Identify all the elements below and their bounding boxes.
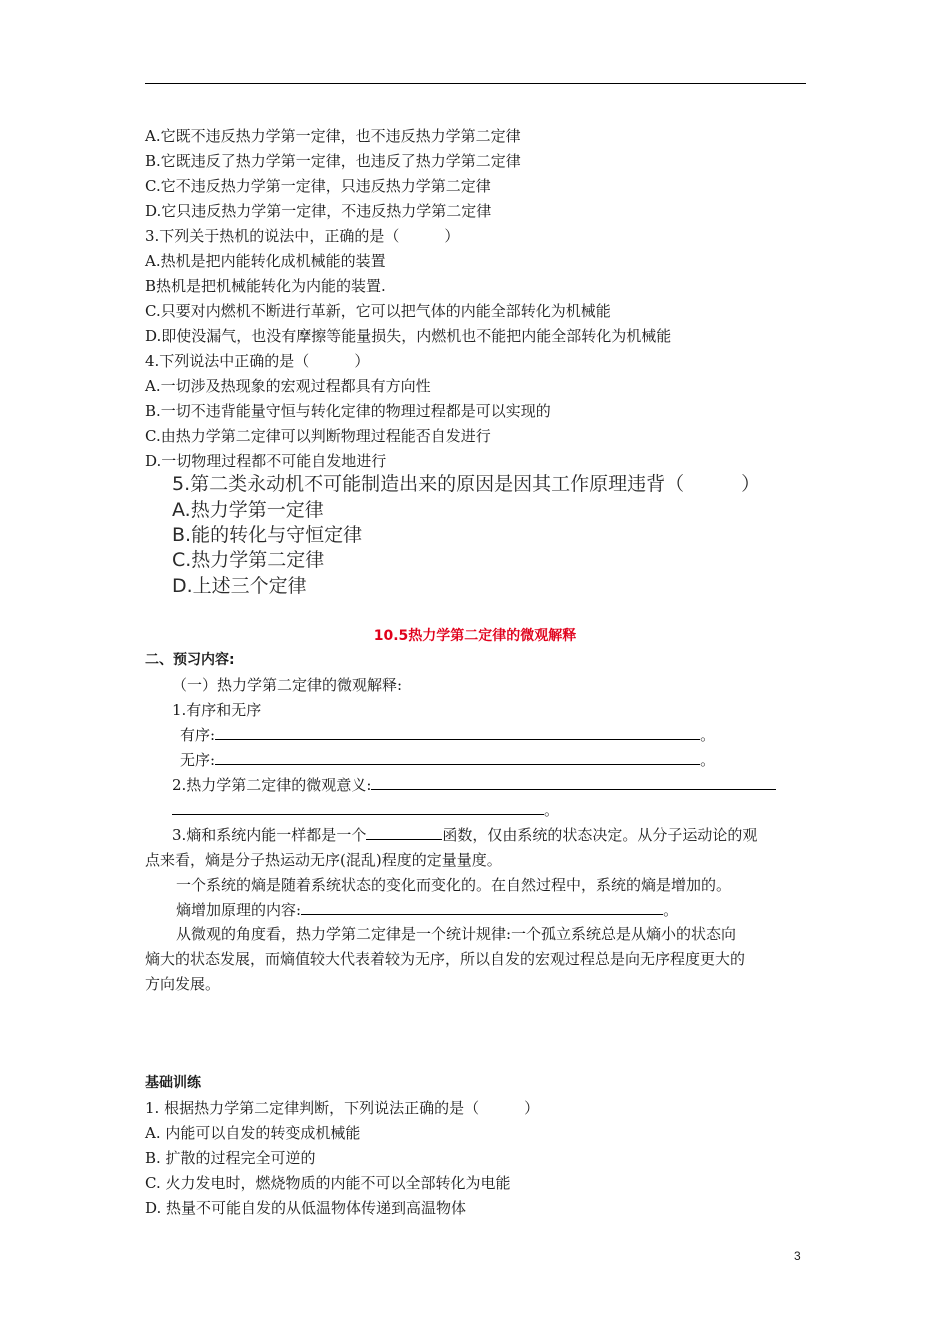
- q2-option-a: A.它既不违反热力学第一定律，也不违反热力学第二定律: [145, 127, 521, 145]
- q4-option-c: C.由热力学第二定律可以判断物理过程能否自发进行: [145, 427, 491, 445]
- basic-q1-option-b: B. 扩散的过程完全可逆的: [145, 1149, 316, 1167]
- disordered-blank: [215, 750, 700, 765]
- ordered-blank: [215, 725, 700, 740]
- q3-option-a: A.热机是把内能转化成机械能的装置: [145, 252, 386, 270]
- disordered-label: 无序:: [180, 751, 216, 769]
- entropy-principle-label: 熵增加原理的内容:: [176, 901, 302, 919]
- q3-option-d: D.即使没漏气，也没有摩擦等能量损失，内燃机也不能把内能全部转化为机械能: [145, 327, 672, 345]
- preview-subheading: （一）热力学第二定律的微观解释:: [172, 676, 403, 694]
- item2-period: 。: [544, 801, 560, 819]
- basic-q1-option-c: C. 火力发电时，燃烧物质的内能不可以全部转化为电能: [145, 1174, 511, 1192]
- basic-q1-stem: 1. 根据热力学第二定律判断，下列说法正确的是（ ）: [145, 1099, 540, 1117]
- item3-blank: [366, 825, 442, 840]
- item3-line-1: [172, 825, 757, 845]
- item2-line: [172, 775, 776, 795]
- disordered-period: 。: [700, 751, 716, 769]
- q5-option-d: D.上述三个定律: [172, 575, 307, 597]
- item3-part-b: 函数，仅由系统的状态决定。从分子运动论的观: [442, 826, 758, 844]
- item2-blank-2: [172, 800, 544, 815]
- preview-heading: 二、预习内容:: [145, 652, 235, 668]
- q5-option-c: C.热力学第二定律: [172, 549, 325, 571]
- entropy-paragraph: 一个系统的熵是随着系统状态的变化而变化的。在自然过程中，系统的熵是增加的。: [176, 876, 732, 894]
- q5-option-a: A.热力学第一定律: [172, 499, 324, 521]
- disordered-line: [180, 750, 715, 770]
- entropy-principle-period: 。: [663, 901, 679, 919]
- ordered-label: 有序:: [180, 726, 216, 744]
- q2-option-d: D.它只违反热力学第一定律，不违反热力学第二定律: [145, 202, 492, 220]
- item2-continuation: [172, 800, 559, 820]
- ordered-period: 。: [700, 726, 716, 744]
- q5-stem: 5.第二类永动机不可能制造出来的原因是因其工作原理违背（ ）: [172, 473, 761, 495]
- q2-option-b: B.它既违反了热力学第一定律，也违反了热力学第二定律: [145, 152, 521, 170]
- item1-order-disorder: 1.有序和无序: [172, 701, 262, 719]
- q4-option-b: B.一切不违背能量守恒与转化定律的物理过程都是可以实现的: [145, 402, 551, 420]
- statistical-paragraph-2: 熵大的状态发展，而熵值较大代表着较为无序，所以自发的宏观过程总是向无序程度更大的: [145, 950, 746, 968]
- item3-part-a: 3.熵和系统内能一样都是一个: [172, 826, 367, 844]
- section-title: 10.5热力学第二定律的微观解释: [373, 628, 577, 644]
- item3-line-2: 点来看，熵是分子热运动无序(混乱)程度的定量量度。: [145, 851, 502, 869]
- entropy-principle-line: [176, 900, 678, 920]
- q3-option-c: C.只要对内燃机不断进行革新，它可以把气体的内能全部转化为机械能: [145, 302, 611, 320]
- basic-q1-option-d: D. 热量不可能自发的从低温物体传递到高温物体: [145, 1199, 467, 1217]
- basic-q1-option-a: A. 内能可以自发的转变成机械能: [145, 1124, 361, 1142]
- item2-blank: [371, 775, 776, 790]
- page-number: 3: [794, 1249, 801, 1263]
- item2-label: 2.热力学第二定律的微观意义:: [172, 776, 372, 794]
- statistical-paragraph-3: 方向发展。: [145, 975, 221, 993]
- q5-option-b: B.能的转化与守恒定律: [172, 524, 363, 546]
- basic-training-heading: 基础训练: [145, 1075, 201, 1091]
- q4-stem: 4.下列说法中正确的是（ ）: [145, 352, 370, 370]
- header-rule: [145, 83, 806, 84]
- q3-stem: 3.下列关于热机的说法中，正确的是（ ）: [145, 227, 460, 245]
- entropy-principle-blank: [301, 900, 663, 915]
- q3-option-b: B热机是把机械能转化为内能的装置.: [145, 277, 386, 295]
- q4-option-a: A.一切涉及热现象的宏观过程都具有方向性: [145, 377, 431, 395]
- statistical-paragraph-1: 从微观的角度看，热力学第二定律是一个统计规律:一个孤立系统总是从熵小的状态向: [176, 925, 737, 943]
- ordered-line: [180, 725, 715, 745]
- q4-option-d: D.一切物理过程都不可能自发地进行: [145, 452, 387, 470]
- q2-option-c: C.它不违反热力学第一定律，只违反热力学第二定律: [145, 177, 491, 195]
